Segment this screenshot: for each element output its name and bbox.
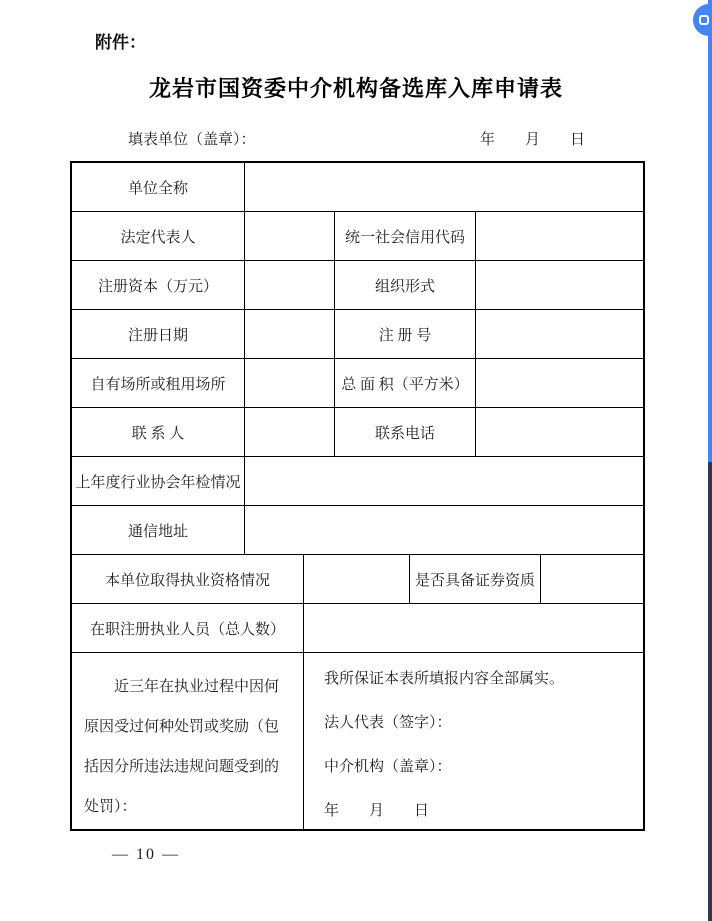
premises-value <box>245 359 335 407</box>
table-row <box>72 653 643 829</box>
table-row <box>72 310 643 359</box>
contact-phone-label: 联系电话 <box>335 408 476 456</box>
contact-person-value <box>245 408 335 456</box>
staff-count-value <box>304 604 643 652</box>
agency-seal-label: 中介机构（盖章）： <box>324 759 452 775</box>
signature-date-label: 年 月 日 <box>324 803 430 819</box>
penalty-history-label <box>72 653 304 829</box>
reg-date-value <box>245 310 335 358</box>
annual-check-value <box>245 457 643 505</box>
scrollbar-thumb[interactable] <box>708 0 712 462</box>
scrollbar-track[interactable] <box>708 462 712 921</box>
table-row <box>72 457 643 506</box>
annual-check-label: 上年度行业协会年检情况 <box>72 457 245 505</box>
table-row <box>72 212 643 261</box>
total-area-label: 总 面 积（平方米） <box>335 359 476 407</box>
declaration-cell <box>304 653 643 829</box>
company-name-label: 单位全称 <box>72 163 245 211</box>
securities-qualification-value <box>541 555 643 603</box>
filler-unit-label: 填表单位（盖章）： <box>128 132 256 148</box>
total-area-value <box>476 359 643 407</box>
table-row <box>72 408 643 457</box>
credit-code-value <box>476 212 643 260</box>
legal-rep-label: 法定代表人 <box>72 212 245 260</box>
page-title: 龙岩市国资委中介机构备选库入库申请表 <box>148 76 563 101</box>
header-date-label: 年 月 日 <box>479 132 585 148</box>
reg-date-label: 注册日期 <box>72 310 245 358</box>
attachment-label: 附件： <box>95 33 146 52</box>
qualification-value <box>304 555 410 603</box>
org-form-value <box>476 261 643 309</box>
reg-number-value <box>476 310 643 358</box>
premises-label: 自有场所或租用场所 <box>72 359 245 407</box>
staff-count-label: 在职注册执业人员（总人数） <box>72 604 304 652</box>
form-subheader <box>70 128 645 149</box>
company-name-value <box>245 163 643 211</box>
page-number: — 10 — <box>112 846 180 863</box>
reg-capital-value <box>245 261 335 309</box>
securities-qualification-label: 是否具备证券资质 <box>410 555 541 603</box>
table-row <box>72 163 643 212</box>
table-row <box>72 506 643 555</box>
penalty-history-text: 近三年在执业过程中因何原因受过何种处罚或奖励（包括因分所违法违规问题受到的处罚）： <box>84 679 280 815</box>
widget-glyph-icon <box>699 15 709 25</box>
legal-rep-signature-label: 法人代表（签字）： <box>324 715 452 731</box>
address-value <box>245 506 643 554</box>
reg-number-label: 注 册 号 <box>335 310 476 358</box>
table-row <box>72 604 643 653</box>
legal-rep-value <box>245 212 335 260</box>
table-row <box>72 555 643 604</box>
contact-person-label: 联 系 人 <box>72 408 245 456</box>
declaration-text: 我所保证本表所填报内容全部属实。 <box>324 671 565 687</box>
table-row <box>72 359 643 408</box>
qualification-label: 本单位取得执业资格情况 <box>72 555 304 603</box>
credit-code-label: 统一社会信用代码 <box>335 212 476 260</box>
contact-phone-value <box>476 408 643 456</box>
application-form-table <box>70 161 645 831</box>
floating-action-button[interactable] <box>693 4 712 36</box>
org-form-label: 组织形式 <box>335 261 476 309</box>
table-row <box>72 261 643 310</box>
reg-capital-label: 注册资本（万元） <box>72 261 245 309</box>
address-label: 通信地址 <box>72 506 245 554</box>
